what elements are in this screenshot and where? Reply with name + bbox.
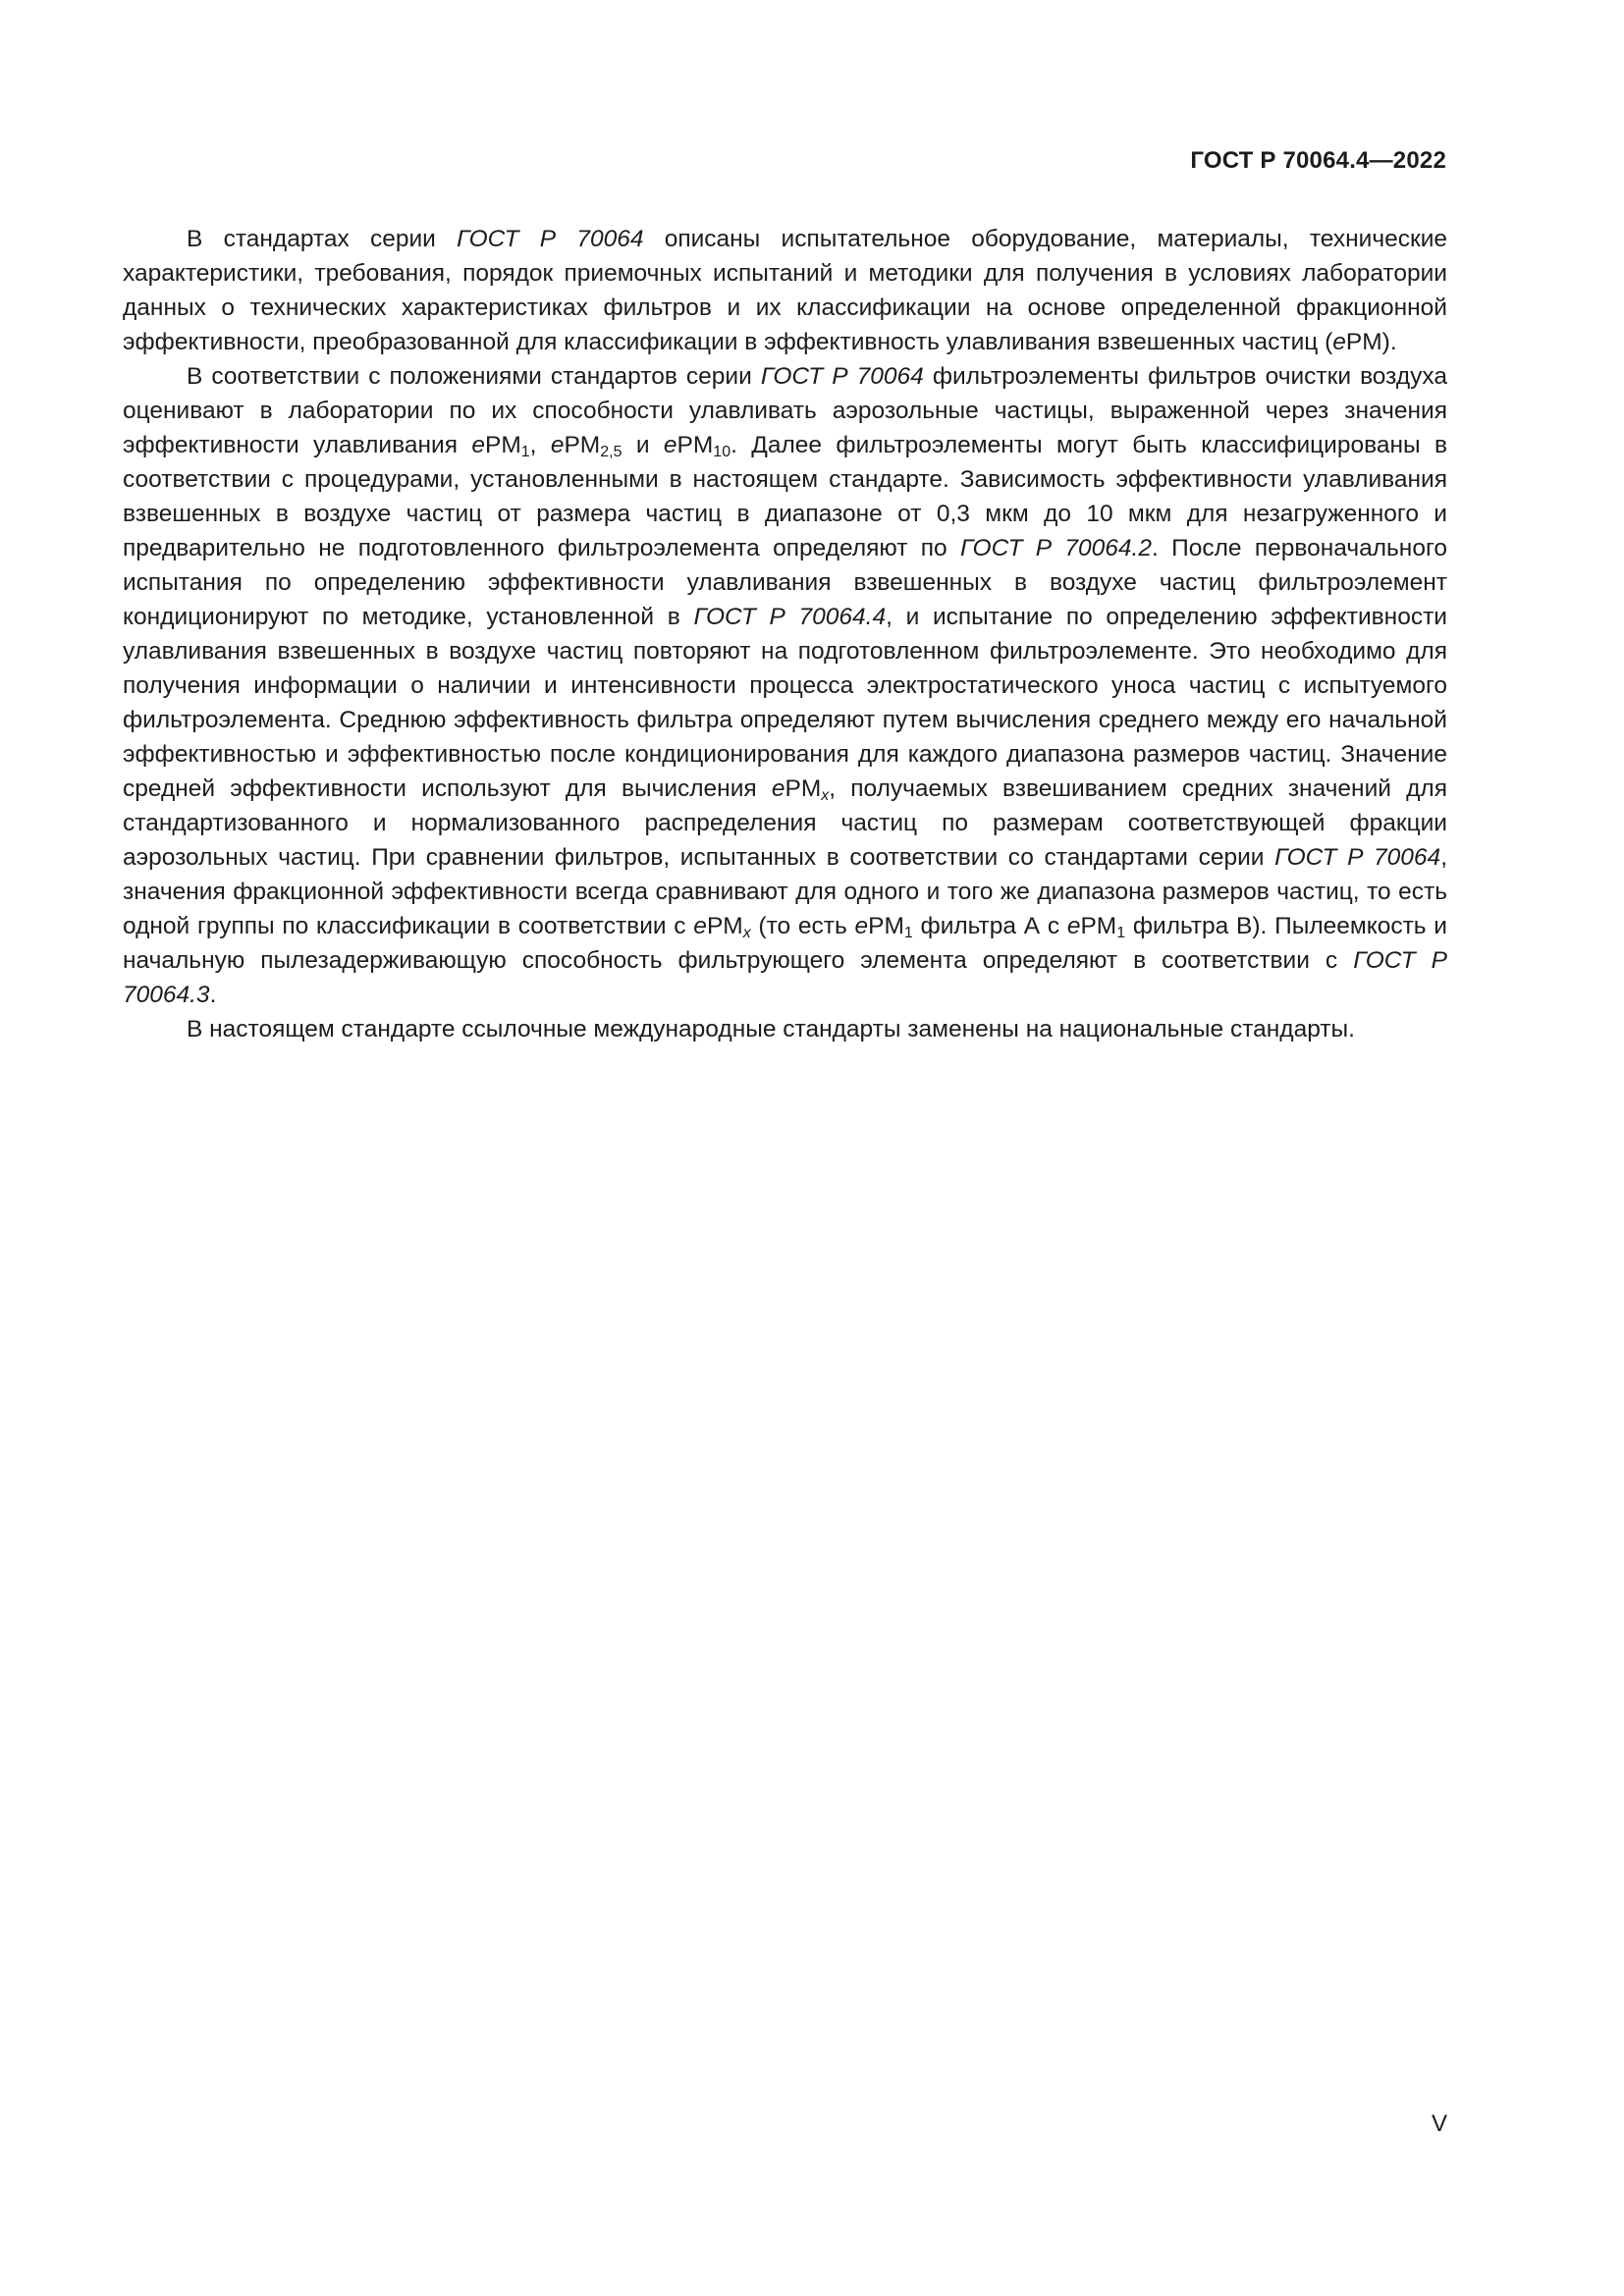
- text-span: (то есть: [750, 913, 855, 939]
- paragraph-2: [123, 359, 1447, 1012]
- pm-subscript: 1: [903, 925, 913, 941]
- pm-symbol: PM: [706, 913, 743, 939]
- standard-reference: ГОСТ Р 70064.3: [123, 947, 1447, 1008]
- standard-reference: ГОСТ Р 70064: [1274, 844, 1441, 871]
- text-span: В стандартах серии: [187, 226, 458, 252]
- pm-subscript: 10: [713, 444, 731, 460]
- text-span: В соответствии с положениями стандартов серии: [187, 363, 761, 390]
- standard-reference: ГОСТ Р 70064.2: [960, 535, 1152, 561]
- pm-symbol: PM: [484, 432, 521, 458]
- pm-subscript: 1: [520, 444, 530, 460]
- efficiency-symbol: e: [663, 432, 677, 458]
- text-span: . Далее фильтроэлементы могут быть классифицированы в соответствии с процедурами, установленными в настоящем стандарте. Зависимость эффективности улавливания взвешенных в воздухе частиц от размера частиц в диапазоне от 0,3 мкм до 10 мкм для незагруженного и предварительно не подготовленного фильтроэлемента определяют по: [123, 432, 1448, 561]
- text-span: PM).: [1345, 329, 1397, 355]
- efficiency-symbol: e: [854, 913, 869, 939]
- pm-symbol: PM: [677, 432, 714, 458]
- pm-symbol: PM: [564, 432, 601, 458]
- pm-symbol: PM: [868, 913, 904, 939]
- document-body: [123, 222, 1447, 1046]
- text-span: .: [209, 982, 217, 1008]
- text-span: фильтра А с: [912, 913, 1067, 939]
- text-span: ,: [529, 432, 551, 458]
- efficiency-symbol: e: [1066, 913, 1081, 939]
- efficiency-symbol: e: [550, 432, 565, 458]
- pm-subscript: 1: [1116, 925, 1126, 941]
- efficiency-symbol: e: [471, 432, 485, 458]
- pm-symbol: PM: [785, 775, 822, 802]
- text-span: и: [622, 432, 664, 458]
- standard-reference: ГОСТ Р 70064: [457, 226, 644, 252]
- efficiency-symbol: e: [1332, 329, 1346, 355]
- text-span: описаны испытательное оборудование, материалы, технические характеристики, требования, порядок приемочных испытаний и методики для получения в условиях лаборатории данных о технических характеристиках фильтров и их классификации на основе определенной фракционной эффективности, преобразованной для классификации в эффективность улавливания взвешенных частиц (: [123, 226, 1448, 355]
- text-span: фильтроэлементы фильтров очистки воздуха оценивают в лаборатории по их способности улавливать аэрозольные частицы, выраженной через значения эффективности улавливания: [123, 363, 1448, 458]
- paragraph-3: В настоящем стандарте ссылочные международные стандарты заменены на национальные стандарты.: [187, 1016, 1355, 1042]
- pm-subscript: x: [821, 787, 830, 804]
- standard-reference: ГОСТ Р 70064: [760, 363, 924, 390]
- text-span: . После первоначального испытания по определению эффективности улавливания взвешенных в воздухе частиц фильтроэлемент кондиционируют по методике, установленной в: [123, 535, 1447, 630]
- text-span: , и испытание по определению эффективности улавливания взвешенных в воздухе частиц повторяют на подготовленном фильтроэлементе. Это необходимо для получения информации о наличии и интенсивности процесса электростатического уноса частиц с испытуемого фильтроэлемента. Среднюю эффективность фильтра определяют путем вычисления среднего между его начальной эффективностью и эффективностью после кондиционирования для каждого диапазона размеров частиц. Значение средней эффективности используют для вычисления: [123, 604, 1447, 802]
- standard-reference: ГОСТ Р 70064.4: [693, 604, 887, 630]
- paragraph-1: [123, 222, 1447, 359]
- efficiency-symbol: e: [771, 775, 785, 802]
- pm-subscript: x: [742, 925, 751, 941]
- pm-symbol: PM: [1080, 913, 1117, 939]
- pm-subscript: 2,5: [600, 444, 623, 460]
- text-span: фильтра В). Пылеемкость и начальную пылезадерживающую способность фильтрующего элемента определяют в соответствии с: [123, 913, 1447, 974]
- document-header: ГОСТ Р 70064.4—2022: [1190, 147, 1446, 174]
- page-number: V: [1431, 2110, 1447, 2137]
- text-span: , значения фракционной эффективности всегда сравнивают для одного и того же диапазона размеров частиц, то есть одной группы по классификации в соответствии с: [123, 844, 1447, 939]
- text-span: , получаемых взвешиванием средних значений для стандартизованного и нормализованного распределения частиц по размерам соответствующей фракции аэрозольных частиц. При сравнении фильтров, испытанных в соответствии со стандартами серии: [123, 775, 1447, 871]
- efficiency-symbol: e: [693, 913, 707, 939]
